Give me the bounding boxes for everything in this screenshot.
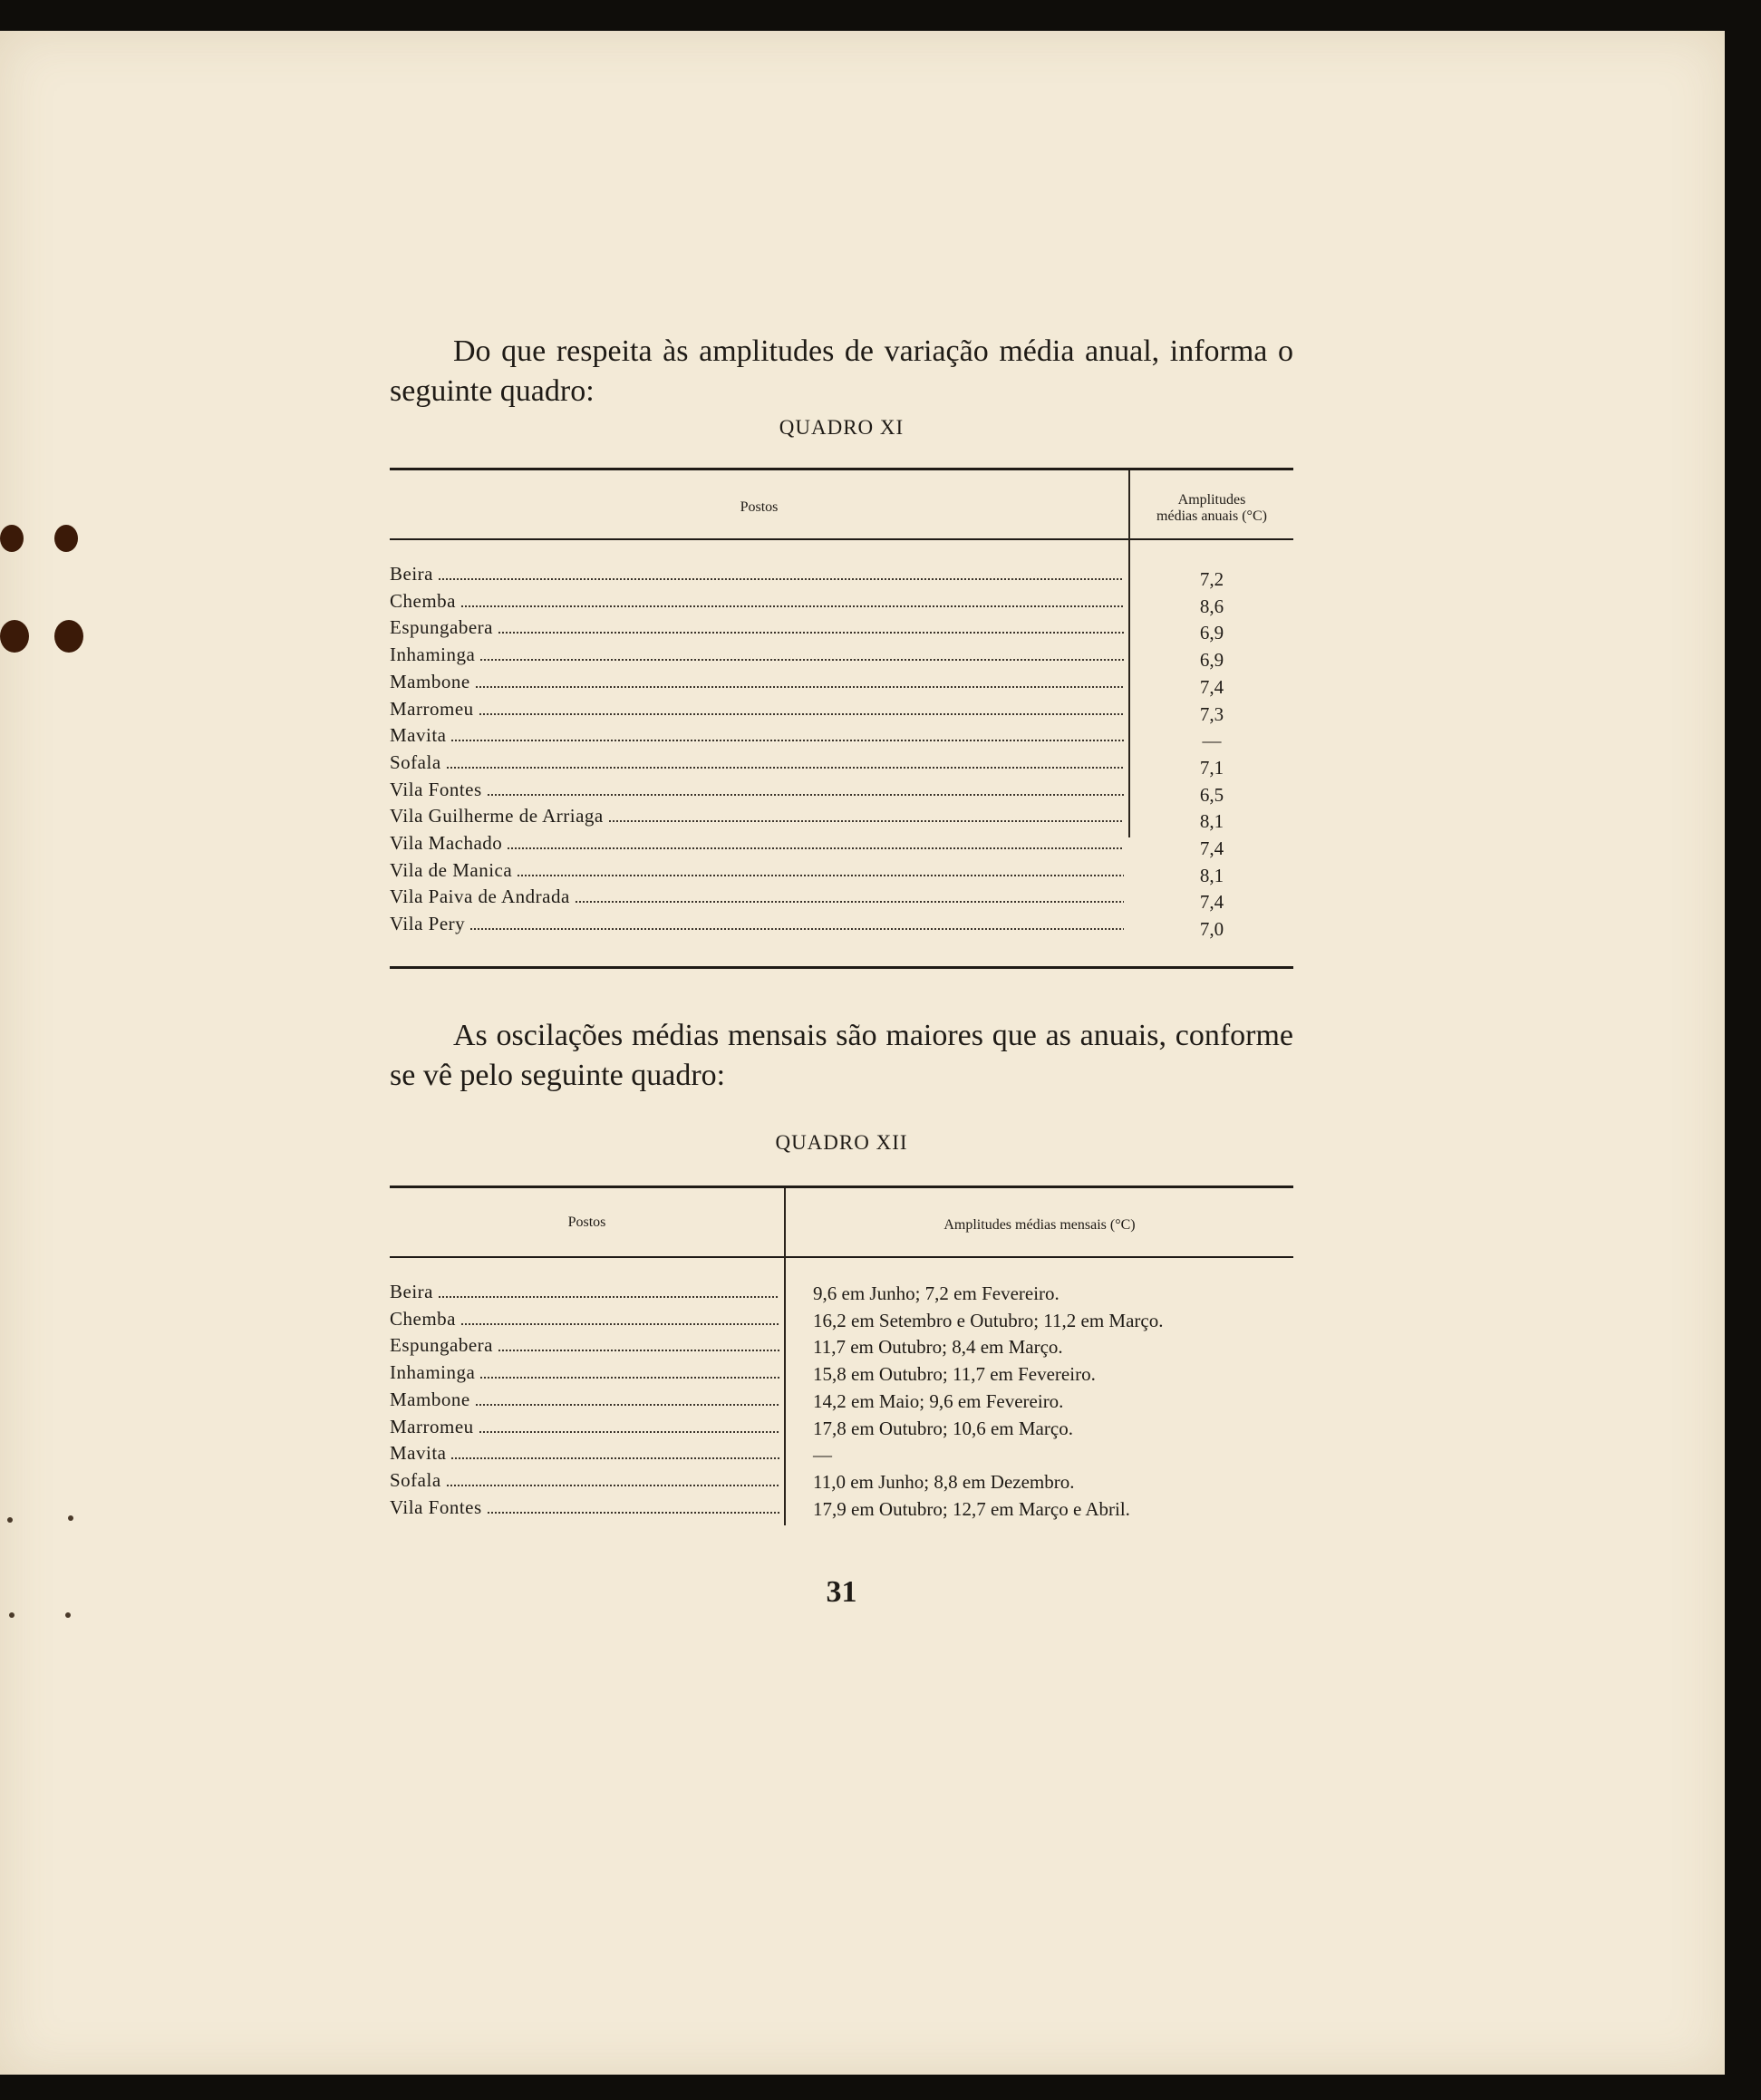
station-name: Vila Guilherme de Arriaga [390, 805, 604, 827]
page-number: 31 [826, 1575, 857, 1609]
binding-hole [54, 620, 83, 653]
table-row-value: 7,4 [1199, 837, 1224, 859]
table-row-value: 17,8 em Outubro; 10,6 em Março. [813, 1417, 1073, 1439]
station-name: Vila de Manica [390, 858, 513, 881]
table-row-value: 8,1 [1199, 810, 1224, 833]
dot-leader [498, 1349, 779, 1351]
station-name: Sofala [390, 750, 441, 773]
dot-leader [447, 1484, 779, 1486]
table-row-station [390, 1494, 779, 1521]
dot-leader [488, 1511, 779, 1514]
dot-leader [447, 766, 1124, 769]
dot-leader [451, 739, 1124, 741]
dot-leader [576, 900, 1124, 903]
binding-hole [0, 525, 24, 552]
paragraph-annual: Do que respeita às amplitudes de variação média anual, informa o seguinte quadro: [390, 334, 1293, 408]
table-row-value: 7,4 [1199, 891, 1224, 914]
station-name: Mavita [390, 724, 447, 747]
paper-spot [7, 1517, 13, 1523]
table-row-station [390, 1359, 779, 1386]
table-row-station [390, 829, 1124, 856]
station-name: Inhaminga [390, 644, 476, 666]
dot-leader [479, 1430, 779, 1433]
dot-leader [461, 605, 1124, 607]
table-row-value: 6,5 [1199, 783, 1224, 806]
table-row-value: 6,9 [1199, 649, 1224, 672]
dot-leader [461, 1322, 779, 1325]
table-row-value: 7,0 [1199, 918, 1224, 941]
table2-header-value: Amplitudes médias mensais (°C) [943, 1217, 1136, 1233]
table-row-station [390, 721, 1124, 749]
table-row-value: 17,9 em Outubro; 12,7 em Março e Abril. [813, 1497, 1130, 1520]
station-name: Vila Pery [390, 913, 466, 935]
table-row-value: 16,2 em Setembro e Outubro; 11,2 em Março. [813, 1309, 1164, 1331]
table-row-value: 7,1 [1199, 756, 1224, 779]
table-row-station [390, 1278, 779, 1305]
table-row-value: 8,6 [1199, 595, 1224, 617]
table-row-value: 14,2 em Maio; 9,6 em Fevereiro. [813, 1389, 1064, 1412]
table-row-value: 7,4 [1199, 675, 1224, 698]
dot-leader [609, 819, 1124, 822]
table-row-station [390, 587, 1124, 615]
dot-leader [488, 793, 1124, 796]
table1-top-rule [390, 468, 1293, 470]
paragraph-monthly: As oscilações médias mensais são maiores que as anuais, conforme se vê pelo seguinte quadro: [390, 1019, 1293, 1092]
table-row-value: — [1202, 730, 1222, 752]
table-row-station [390, 1413, 779, 1440]
table-row-station [390, 1305, 779, 1332]
paper-spot [65, 1612, 71, 1618]
table1-title: QUADRO XI [779, 416, 905, 439]
dot-leader [498, 631, 1124, 634]
table-row-station [390, 910, 1124, 937]
table-row-station [390, 668, 1124, 695]
dot-leader [508, 847, 1124, 849]
table1-header-value: Amplitudes médias anuais (°C) [1156, 492, 1267, 524]
table-row-station [390, 776, 1124, 803]
table-row-value: 11,7 em Outubro; 8,4 em Março. [813, 1336, 1063, 1359]
dot-leader [476, 685, 1124, 688]
table2-header-station: Postos [567, 1215, 606, 1230]
dot-leader [476, 1403, 779, 1406]
table2-top-rule [390, 1185, 1293, 1188]
station-name: Espungabera [390, 616, 493, 639]
table-row-station [390, 802, 1124, 829]
table-row-station [390, 856, 1124, 884]
station-name: Marromeu [390, 697, 474, 720]
station-name: Vila Machado [390, 832, 503, 854]
dot-leader [451, 1456, 779, 1459]
dot-leader [518, 874, 1124, 876]
table-row-station [390, 1466, 779, 1494]
station-name: Chemba [390, 589, 456, 612]
station-name: Sofala [390, 1468, 441, 1491]
table-row-value: 11,0 em Junho; 8,8 em Dezembro. [813, 1470, 1075, 1493]
dot-leader [479, 712, 1124, 715]
table-row-value: 15,8 em Outubro; 11,7 em Fevereiro. [813, 1363, 1096, 1386]
table-row-station [390, 883, 1124, 910]
dot-leader [470, 927, 1124, 930]
paper-spot [68, 1515, 73, 1521]
table-row-station [390, 1439, 779, 1466]
station-name: Vila Fontes [390, 1495, 482, 1518]
paper-spot [9, 1612, 15, 1618]
station-name: Espungabera [390, 1334, 493, 1357]
table-row-station [390, 614, 1124, 641]
station-name: Mavita [390, 1442, 447, 1465]
table-row-station [390, 1331, 779, 1359]
table2-header-rule [390, 1256, 1293, 1258]
station-name: Beira [390, 563, 433, 585]
table-row-station [390, 560, 1124, 587]
station-name: Marromeu [390, 1415, 474, 1437]
table-row-station [390, 641, 1124, 668]
binding-hole [54, 525, 78, 552]
station-name: Chemba [390, 1307, 456, 1330]
dot-leader [480, 658, 1124, 661]
table-row-value: 7,3 [1199, 702, 1224, 725]
table-row-value: 7,2 [1199, 568, 1224, 590]
dot-leader [480, 1376, 779, 1379]
table-row-value: 6,9 [1199, 622, 1224, 644]
station-name: Vila Fontes [390, 778, 482, 800]
dot-leader [439, 577, 1124, 580]
table-row-value: 8,1 [1199, 864, 1224, 886]
table1-header-station: Postos [740, 499, 779, 515]
table-row-station [390, 749, 1124, 776]
station-name: Inhaminga [390, 1361, 476, 1384]
dot-leader [439, 1295, 779, 1298]
table1-bottom-rule [390, 966, 1293, 969]
table-row-value: 9,6 em Junho; 7,2 em Fevereiro. [813, 1282, 1060, 1304]
binding-hole [0, 620, 29, 653]
station-name: Mambone [390, 1388, 470, 1410]
table-row-station [390, 1386, 779, 1413]
table-row-station [390, 695, 1124, 722]
table-row-value: — [813, 1444, 832, 1466]
station-name: Vila Paiva de Andrada [390, 885, 570, 908]
table1-header-rule [390, 538, 1293, 540]
station-name: Mambone [390, 670, 470, 692]
table2-title: QUADRO XII [775, 1131, 908, 1154]
station-name: Beira [390, 1281, 433, 1302]
